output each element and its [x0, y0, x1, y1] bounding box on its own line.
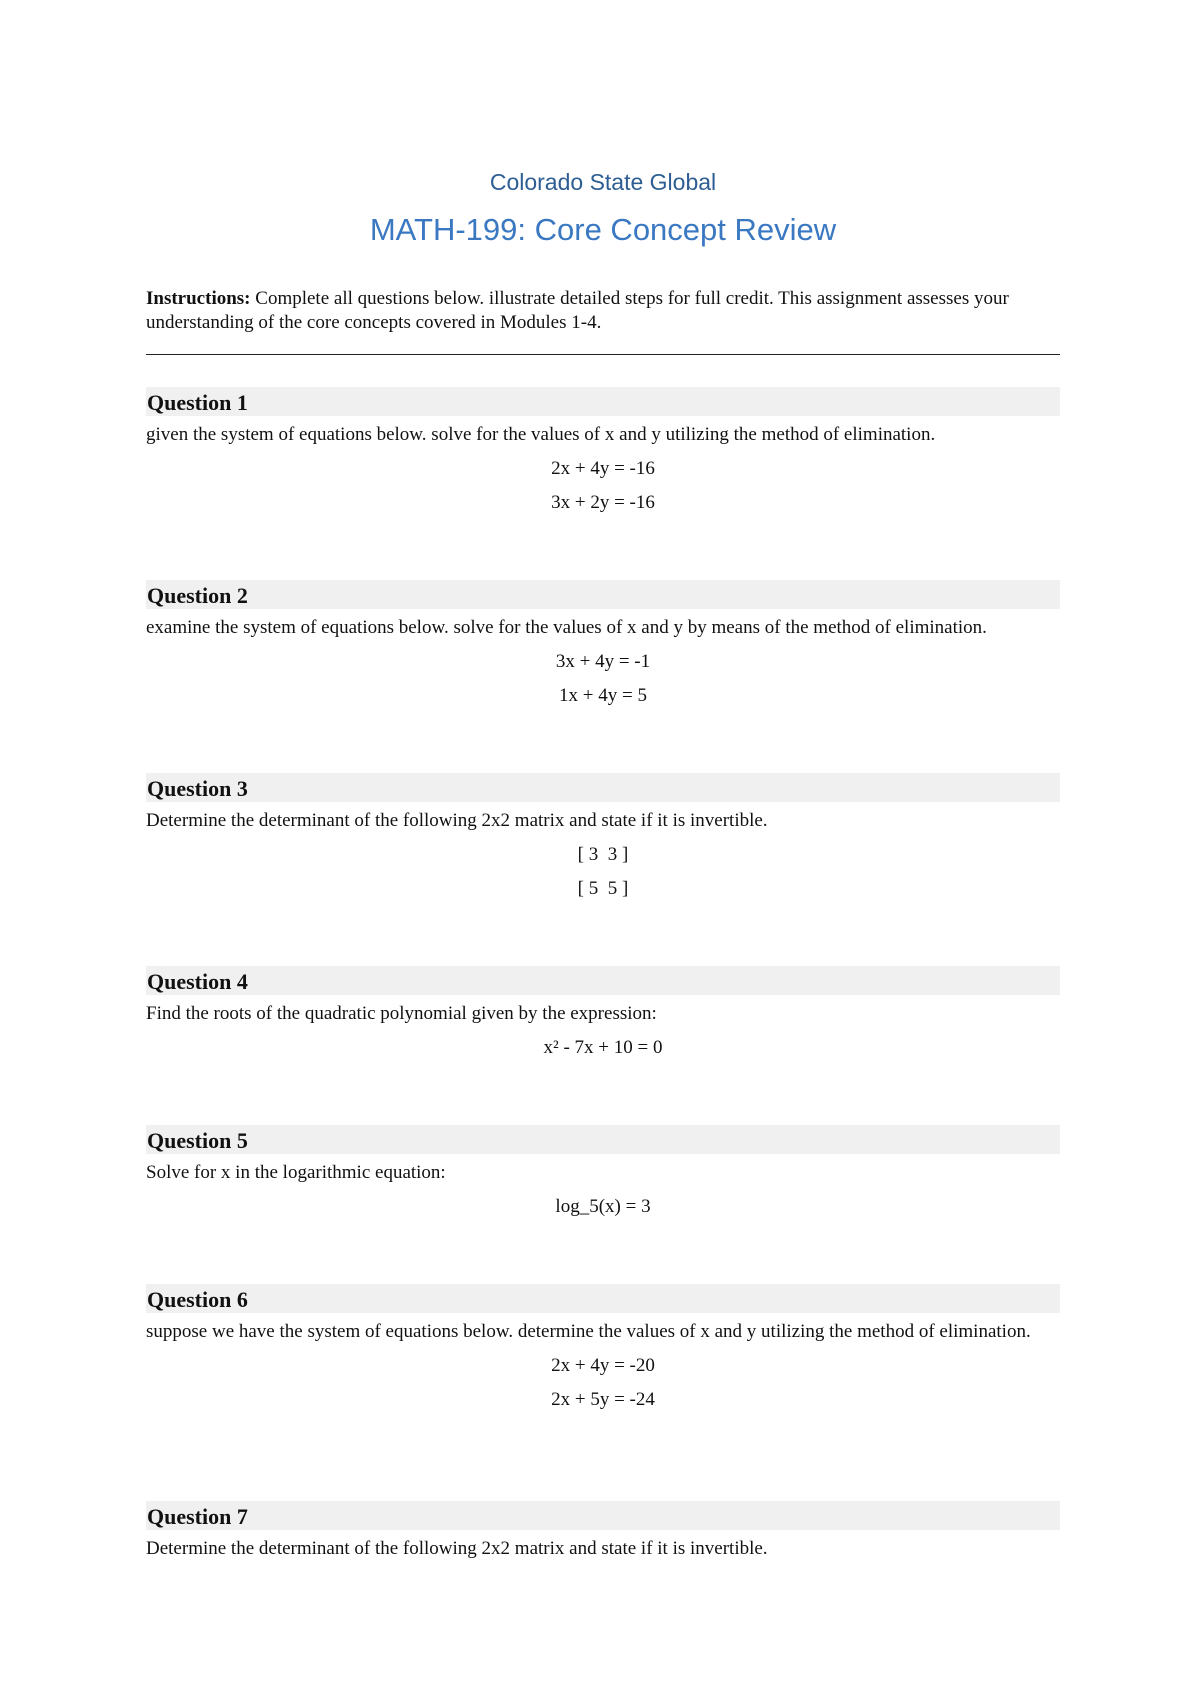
matrix-row: [ 5 5 ] [577, 878, 629, 899]
question-title: Question 7 [146, 1501, 1060, 1530]
divider [146, 354, 1060, 355]
question-title: Question 6 [146, 1284, 1060, 1313]
equation-line: x² - 7x + 10 = 0 [543, 1037, 663, 1058]
equation-line: 3x + 2y = -16 [551, 492, 655, 513]
question-2 [146, 580, 1060, 708]
question-text: Solve for x in the logarithmic equation: [146, 1162, 446, 1183]
course-title: MATH-199: Core Concept Review [369, 212, 837, 247]
equation-line: log_5(x) = 3 [555, 1196, 651, 1217]
question-3 [146, 773, 1060, 901]
question-text: Determine the determinant of the following 2x2 matrix and state if it is invertible. [146, 810, 768, 831]
equation-line: 2x + 4y = -16 [551, 458, 655, 479]
institution-name: Colorado State Global [489, 169, 717, 195]
question-title: Question 1 [146, 387, 1060, 416]
instructions-text: Complete all questions below. illustrate detailed steps for full credit. This assignment assesses your understanding of the core concepts covered in Modules 1-4. [146, 288, 1009, 333]
instructions-label: Instructions: [146, 288, 251, 309]
question-title: Question 3 [146, 773, 1060, 802]
equation-line: 1x + 4y = 5 [559, 685, 647, 706]
question-text: Find the roots of the quadratic polynomial given by the expression: [146, 1003, 657, 1024]
question-text: Determine the determinant of the following 2x2 matrix and state if it is invertible. [146, 1538, 768, 1559]
question-7 [146, 1501, 1060, 1561]
equation-line: 3x + 4y = -1 [555, 651, 651, 672]
question-text: examine the system of equations below. solve for the values of x and y by means of the method of elimination. [146, 617, 987, 638]
instructions [146, 287, 1060, 335]
equation-line: 2x + 5y = -24 [551, 1389, 655, 1410]
question-text: given the system of equations below. solve for the values of x and y utilizing the method of elimination. [146, 424, 936, 445]
question-title: Question 5 [146, 1125, 1060, 1154]
question-title: Question 2 [146, 580, 1060, 609]
question-5 [146, 1125, 1060, 1219]
question-text: suppose we have the system of equations below. determine the values of x and y utilizing the method of elimination. [146, 1321, 1031, 1342]
question-4 [146, 966, 1060, 1060]
question-1 [146, 387, 1060, 515]
equation-line: 2x + 4y = -20 [551, 1355, 655, 1376]
question-title: Question 4 [146, 966, 1060, 995]
matrix-row: [ 3 3 ] [577, 844, 629, 865]
question-6 [146, 1284, 1060, 1412]
